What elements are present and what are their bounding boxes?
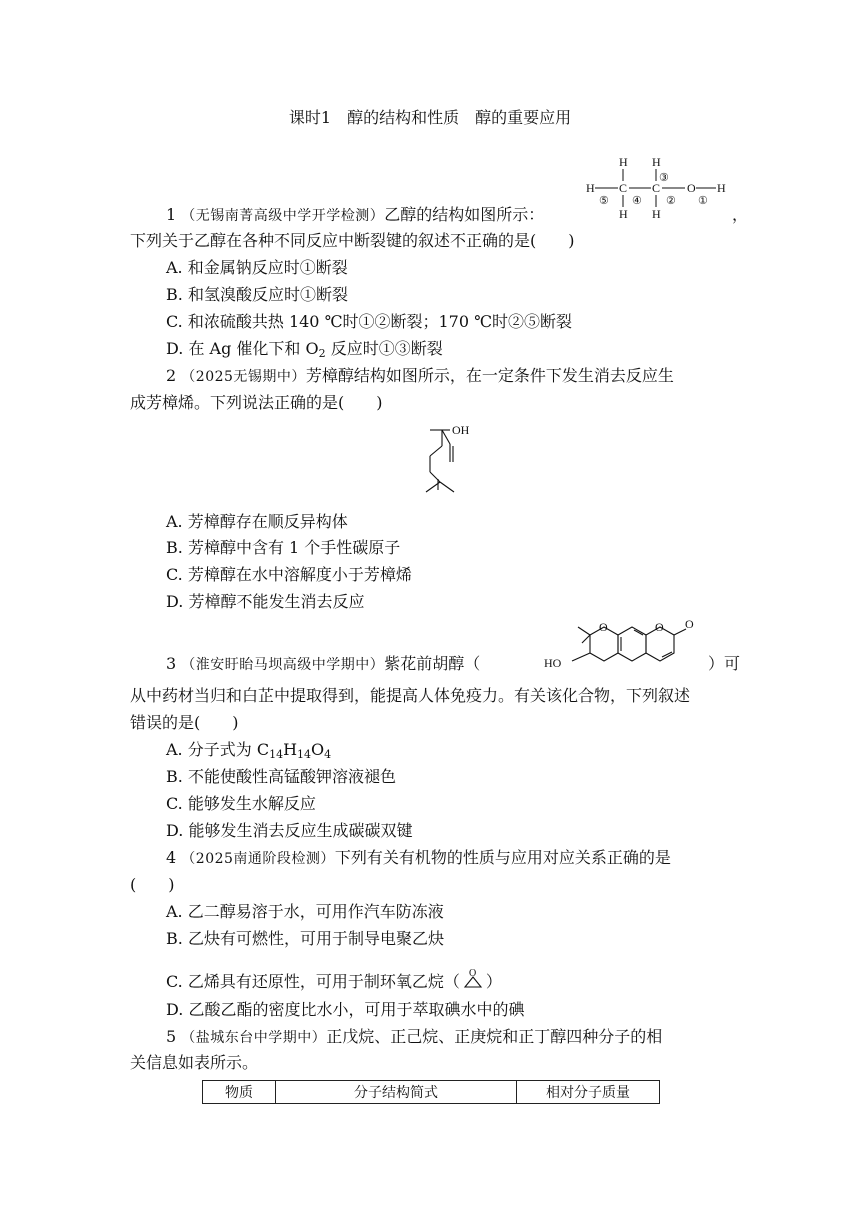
page-title: 课时1 醇的结构和性质 醇的重要应用: [288, 108, 572, 127]
question-1-stem-c: 下列关于乙醇在各种不同反应中断裂键的叙述不正确的是( ): [130, 231, 575, 250]
question-1-source: （无锡南菁高级中学开学检测）: [181, 208, 385, 224]
question-4-option-d[interactable]: [166, 1000, 524, 1020]
question-4-source: （2025南通阶段检测）: [181, 851, 335, 867]
question-4-stem-line-1: [166, 848, 671, 869]
option-text: 和金属钠反应时①断裂: [187, 258, 348, 277]
option-text: 和氢溴酸反应时①断裂: [187, 285, 348, 304]
option-letter: C.: [166, 312, 183, 331]
question-1-option-c[interactable]: [166, 312, 572, 332]
bond-label-1: ①: [698, 195, 708, 207]
question-5-stem-b: 关信息如表所示。: [130, 1053, 259, 1072]
question-1-stem-line-1: [166, 205, 544, 226]
question-2-stem-line-1: [166, 366, 674, 387]
option-text: 能够发生水解反应: [187, 794, 316, 813]
option-text: 芳樟醇中含有 1 个手性碳原子: [187, 538, 401, 557]
question-4-number: 4: [166, 848, 177, 867]
o-atom: O: [687, 181, 696, 195]
question-3-option-d[interactable]: [166, 821, 412, 841]
header-structure: 分子结构简式: [276, 1081, 517, 1104]
question-1-stem-a: 乙醇的结构如图所示：: [384, 205, 545, 224]
header-molar-mass: 相对分子质量: [517, 1081, 660, 1104]
bond-label-4: ④: [632, 195, 642, 207]
c-1: C: [619, 181, 628, 195]
question-2-source: （2025无锡期中）: [181, 369, 306, 385]
option-letter: A.: [166, 740, 183, 759]
question-2-stem-a: 芳樟醇结构如图所示，在一定条件下发生消去反应生: [305, 366, 674, 385]
option-letter: D.: [166, 592, 184, 611]
question-5-stem-line-1: [166, 1027, 662, 1048]
option-text-b: 反应时①③断裂: [325, 339, 443, 358]
question-3-stem-a: 紫花前胡醇（: [384, 654, 481, 673]
option-text-a: 乙烯具有还原性，可用于制环氧乙烷（: [187, 972, 460, 991]
question-3-number: 3: [166, 654, 177, 673]
question-1-stem-b: ，: [732, 205, 749, 224]
ethanol-structure-figure: [584, 154, 734, 224]
o-carbonyl-label: O: [685, 617, 694, 631]
option-text: 芳樟醇在水中溶解度小于芳樟烯: [187, 565, 412, 584]
o-ring-label-2: O: [655, 620, 664, 634]
subscript-o: 4: [324, 748, 332, 761]
option-text-a: 在 Ag 催化下和 O: [188, 339, 319, 358]
option-subscript: 2: [318, 347, 326, 360]
question-4-stem-b: ( ): [130, 875, 175, 894]
subscript-h: 14: [297, 748, 312, 761]
question-4-option-c[interactable]: [166, 967, 502, 992]
subscript-c: 14: [269, 748, 284, 761]
option-letter: B.: [166, 767, 183, 786]
option-letter: A.: [166, 902, 183, 921]
bond-label-2: ②: [666, 195, 676, 207]
question-3-option-c[interactable]: [166, 794, 316, 814]
option-letter: D.: [166, 339, 184, 358]
question-3-stem-c: 从中药材当归和白芷中提取得到，能提高人体免疫力。有关该化合物，下列叙述: [130, 686, 691, 705]
epoxide-structure-icon: [460, 967, 486, 991]
h-right: H: [717, 181, 726, 195]
question-2-option-b[interactable]: [166, 538, 400, 558]
question-3-stem-d: 错误的是( ): [130, 713, 239, 732]
question-2-stem-b: 成芳樟烯。下列说法正确的是( ): [130, 393, 383, 412]
question-1-number: 1: [166, 205, 177, 224]
option-text-a: 分子式为 C: [187, 740, 270, 759]
question-5-stem-a: 正戊烷、正己烷、正庚烷和正丁醇四种分子的相: [326, 1027, 663, 1046]
option-letter: B.: [166, 538, 183, 557]
oh-label: OH: [452, 423, 470, 437]
molecule-info-table: [202, 1080, 660, 1104]
question-2-option-c[interactable]: [166, 565, 412, 585]
option-letter: B.: [166, 929, 183, 948]
o-ring-label-1: O: [599, 620, 608, 634]
option-letter: D.: [166, 1000, 184, 1019]
header-substance: 物质: [203, 1081, 276, 1104]
question-2-option-a[interactable]: [166, 512, 348, 532]
c-2: C: [652, 181, 661, 195]
option-letter: B.: [166, 285, 183, 304]
question-3-source: （淮安盱眙马坝高级中学期中）: [181, 657, 385, 673]
h-top-1: H: [619, 155, 628, 169]
option-letter: C.: [166, 565, 183, 584]
h-bottom-1: H: [619, 207, 628, 221]
option-text: 不能使酸性高锰酸钾溶液褪色: [187, 767, 396, 786]
option-text: 芳樟醇存在顺反异构体: [187, 512, 348, 531]
question-4-option-b[interactable]: [166, 929, 444, 949]
question-3-stem-b: ）可: [708, 654, 741, 673]
question-4-stem-a: 下列有关有机物的性质与应用对应关系正确的是: [334, 848, 671, 867]
question-5-number: 5: [166, 1027, 177, 1046]
question-2-number: 2: [166, 366, 177, 385]
bond-label-5: ⑤: [599, 195, 609, 207]
linalool-structure-figure: [410, 420, 480, 500]
formula-o: O: [311, 740, 325, 759]
h-bottom-2: H: [652, 207, 661, 221]
ho-label: HO: [544, 656, 562, 670]
formula-h: H: [283, 740, 298, 759]
option-letter: A.: [166, 258, 183, 277]
question-5-source: （盐城东台中学期中）: [181, 1030, 327, 1046]
bond-label-3: ③: [659, 172, 669, 184]
h-top-2: H: [652, 155, 661, 169]
option-text: 能够发生消去反应生成碳碳双键: [188, 821, 413, 840]
question-1-option-b[interactable]: [166, 285, 348, 305]
question-1-option-a[interactable]: [166, 258, 348, 278]
option-text: 和浓硫酸共热 140 ℃时①②断裂；170 ℃时②⑤断裂: [187, 312, 572, 331]
epoxide-o-label: O: [468, 968, 477, 979]
option-letter: C.: [166, 972, 183, 991]
question-1-option-d[interactable]: [166, 339, 443, 359]
option-letter: D.: [166, 821, 184, 840]
question-4-option-a[interactable]: [166, 902, 444, 922]
question-2-option-d[interactable]: [166, 592, 364, 612]
h-left: H: [586, 181, 595, 195]
table-header-row: [203, 1081, 660, 1104]
option-text: 芳樟醇不能发生消去反应: [188, 592, 365, 611]
option-text: 乙二醇易溶于水，可用作汽车防冻液: [187, 902, 444, 921]
question-3-option-a[interactable]: [166, 740, 331, 760]
option-text-b: ）: [485, 972, 502, 991]
option-letter: C.: [166, 794, 183, 813]
question-3-option-b[interactable]: [166, 767, 396, 787]
option-text: 乙炔有可燃性，可用于制导电聚乙炔: [187, 929, 444, 948]
option-text: 乙酸乙酯的密度比水小，可用于萃取碘水中的碘: [188, 1000, 525, 1019]
question-3-stem-line-1: [166, 654, 480, 675]
option-letter: A.: [166, 512, 183, 531]
columbianetin-structure-figure: [542, 615, 702, 679]
